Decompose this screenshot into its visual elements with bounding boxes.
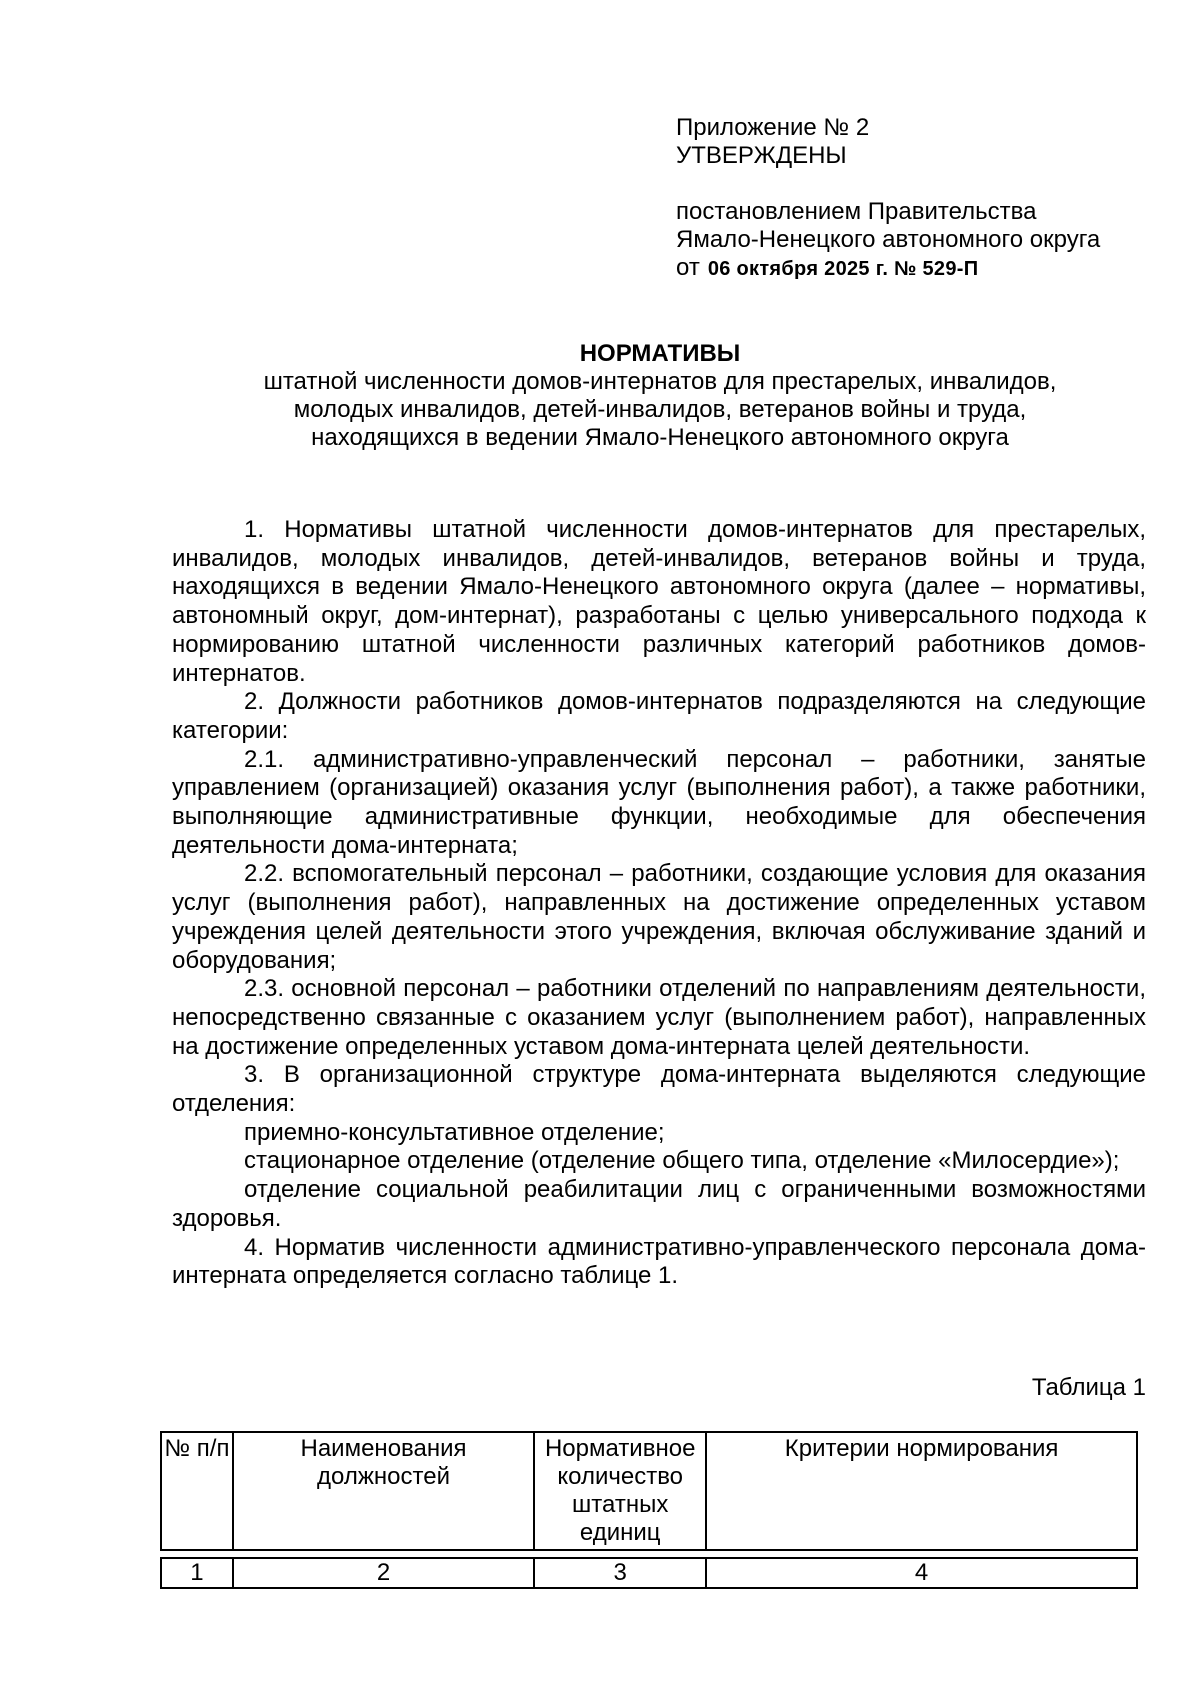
approval-block — [676, 114, 1146, 283]
resolution-label: постановлением Правительства — [676, 198, 1037, 225]
table-header-row — [161, 1432, 1137, 1550]
resolution-date-line — [676, 254, 1146, 283]
appendix-number: Приложение № 2 — [676, 114, 870, 141]
title-line-2: молодых инвалидов, детей-инвалидов, ветеранов войны и труда, — [293, 396, 1027, 423]
department-item-1: приемно-консультативное отделение; — [244, 1118, 665, 1146]
approved-label: УТВЕРЖДЕНЫ — [676, 142, 847, 169]
department-item-2: стационарное отделение (отделение общего типа, отделение «Милосердие»); — [244, 1147, 1120, 1175]
paragraph-2-1: 2.1. административно-управленческий персонал – работники, занятые управлением (организацией) оказания услуг (выполнения работ), а также работники, выполняющие административные функции, необходимые для обеспечения деятельности дома-интерната; — [172, 745, 1146, 859]
header-number: № п/п — [161, 1432, 233, 1550]
paragraph-4: 4. Норматив численности административно-управленческого персонала дома-интерната определяется согласно таблице 1. — [172, 1233, 1146, 1290]
column-number-3: 3 — [534, 1558, 706, 1588]
table-spacer-row — [161, 1550, 1137, 1558]
header-staff-units: Нормативное количество штатных единиц — [534, 1432, 706, 1550]
paragraph-2-2: 2.2. вспомогательный персонал – работники, создающие условия для оказания услуг (выполнения работ), направленных на достижение определенных уставом учреждения целей деятельности этого учреждения, включая обслуживание зданий и оборудования; — [172, 860, 1146, 974]
paragraph-3: 3. В организационной структуре дома-интерната выделяются следующие отделения: — [172, 1061, 1146, 1118]
date-prefix: от — [676, 254, 700, 281]
header-criteria: Критерии нормирования — [706, 1432, 1137, 1550]
header-position-names: Наименования должностей — [233, 1432, 534, 1550]
paragraph-2: 2. Должности работников домов-интернатов подразделяются на следующие категории: — [172, 688, 1146, 744]
resolution-date-number: 06 октября 2025 г. № 529-П — [707, 258, 979, 280]
table-row — [161, 1558, 1137, 1588]
column-number-1: 1 — [161, 1558, 233, 1588]
title-line-3: находящихся в ведении Ямало-Ненецкого автономного округа — [311, 424, 1009, 451]
column-number-4: 4 — [706, 1558, 1137, 1588]
title-line-1: штатной численности домов-интернатов для престарелых, инвалидов, — [263, 368, 1057, 395]
column-number-2: 2 — [233, 1558, 534, 1588]
paragraph-1: 1. Нормативы штатной численности домов-интернатов для престарелых, инвалидов, молодых инвалидов, детей-инвалидов, ветеранов войны и труда, находящихся в ведении Ямало-Ненецкого автономного округа (далее – нормативы, автономный округ, дом-интернат), разработаны с целью универсального подхода к нормированию штатной численности различных категорий работников домов-интернатов. — [172, 516, 1146, 687]
norms-table — [160, 1431, 1138, 1589]
government-name: Ямало-Ненецкого автономного округа — [676, 226, 1101, 253]
paragraph-2-3: 2.3. основной персонал – работники отделений по направлениям деятельности, непосредственно связанные с оказанием услуг (выполнением работ), направленных на достижение определенных уставом дома-интерната целей деятельности. — [172, 975, 1146, 1060]
document-title-block — [160, 340, 1160, 452]
department-item-3: отделение социальной реабилитации лиц с ограниченными возможностями здоровья. — [172, 1176, 1146, 1232]
document-title: НОРМАТИВЫ — [579, 340, 741, 367]
document-body — [172, 516, 1146, 1291]
table-caption: Таблица 1 — [1031, 1374, 1146, 1401]
